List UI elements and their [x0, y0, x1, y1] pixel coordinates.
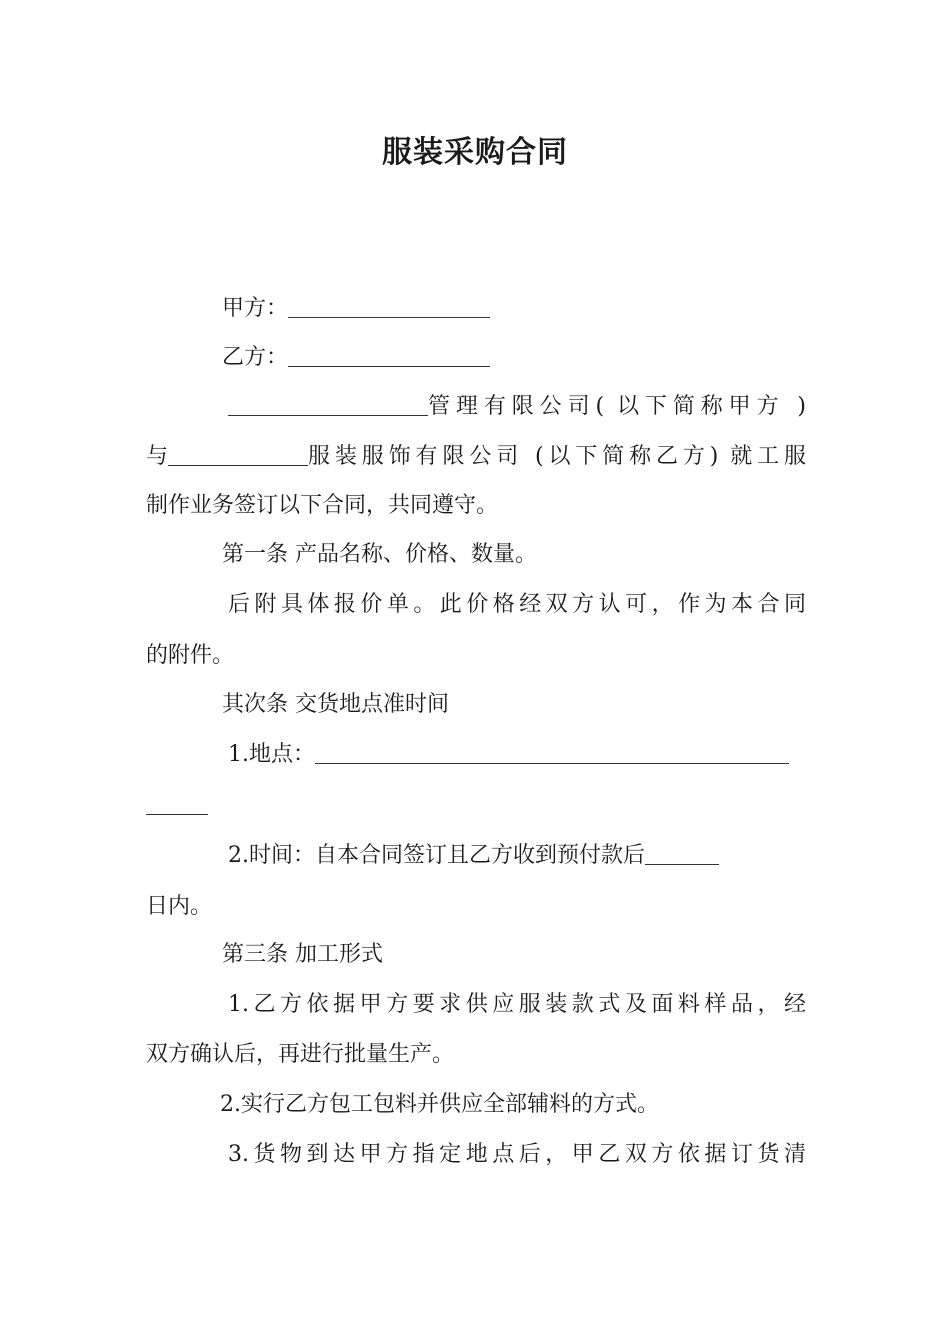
article-2-heading: 其次条 交货地点准时间: [222, 692, 449, 717]
intro-line-1: [228, 382, 806, 432]
company-a-blank: [228, 414, 428, 416]
article-3-item-1-line-1: 1.乙方依据甲方要求供应服装款式及面料样品，经: [228, 992, 806, 1017]
intro-line-3: 制作业务签订以下合同，共同遵守。: [146, 493, 499, 518]
article-1-para-line-2: 的附件。: [146, 643, 235, 668]
party-b-blank: [288, 365, 490, 367]
time-text: 2.时间：自本合同签订且乙方收到预付款后: [228, 843, 645, 868]
location-blank: [315, 762, 789, 764]
intro-text-1: 管理有限公司( 以下简称甲方 ): [428, 394, 806, 419]
days-blank: [645, 863, 719, 865]
location-label: 1.地点：: [228, 742, 315, 767]
company-b-blank: [168, 464, 308, 466]
location-blank-tail: [146, 813, 208, 815]
party-b-label: 乙方：: [222, 345, 289, 370]
intro-line-2: [146, 432, 806, 482]
article-2-item-2-tail: 日内。: [146, 894, 213, 919]
article-2-item-1: [228, 730, 789, 780]
party-b-line: [222, 333, 490, 383]
article-3-heading: 第三条 加工形式: [222, 942, 383, 967]
party-a-label: 甲方：: [222, 296, 289, 321]
page-title: 服装采购合同: [382, 135, 568, 170]
intro-prefix: 与: [146, 444, 169, 469]
party-a-blank: [288, 316, 490, 318]
article-3-item-1-line-2: 双方确认后，再进行批量生产。: [146, 1042, 455, 1067]
article-3-item-3-line-1: 3.货物到达甲方指定地点后，甲乙双方依据订货清: [228, 1142, 806, 1167]
article-2-item-2: [228, 831, 719, 881]
article-1-para-line-1: 后附具体报价单。此价格经双方认可，作为本合同: [228, 592, 806, 617]
intro-text-2: 服装服饰有限公司 (以下简称乙方) 就工服: [308, 444, 806, 469]
article-1-heading: 第一条 产品名称、价格、数量。: [222, 542, 537, 567]
location-blank-continuation: [146, 781, 208, 831]
article-3-item-2: 2.实行乙方包工包料并供应全部辅料的方式。: [220, 1092, 659, 1117]
party-a-line: [222, 284, 490, 334]
